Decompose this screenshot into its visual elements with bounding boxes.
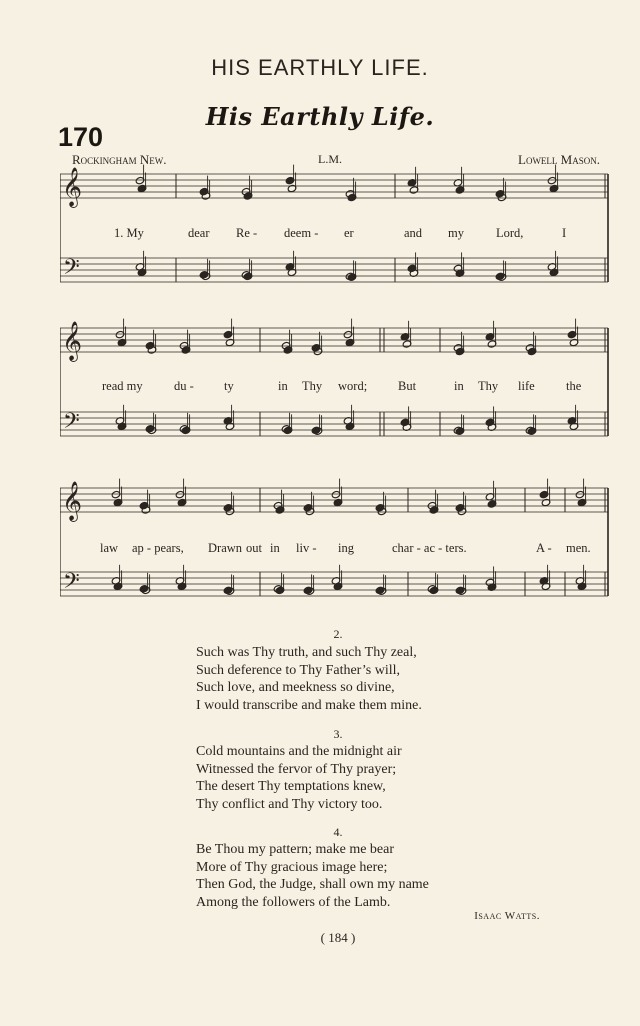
hymn-title: His Earthly Life. [205,102,435,131]
lyric-syllable: I [562,226,567,240]
lyric-syllable: my [448,226,464,240]
verse-line: Such love, and meekness so divine, [196,680,395,695]
lyric-syllable: life [518,379,535,393]
treble-clef: 𝄞 [62,481,83,521]
bass-clef: 𝄢 [63,569,80,599]
lyrics-line-1 [0,226,640,242]
lyric-syllable: out [246,541,262,555]
lyric-syllable: in [454,379,464,393]
lyric-syllable: A - [536,541,552,555]
lyric-syllable: liv - [296,541,317,555]
lyric-syllable: Drawn [208,541,243,555]
verse [196,644,422,714]
lyric-syllable: du - [174,379,194,393]
lyric-syllable: in [278,379,288,393]
meter: L.M. [318,152,342,166]
verse-line: The desert Thy temptations knew, [196,779,386,794]
lyric-syllable: But [398,379,417,393]
running-head: HIS EARTHLY LIFE. [211,55,429,80]
verse-line: Be Thou my pattern; make me bear [196,842,395,857]
verse [196,841,429,911]
lyrics-line-3 [0,541,640,557]
treble-clef: 𝄞 [62,167,83,207]
lyric-syllable: read my [102,379,143,393]
lyric-syllable: law [100,541,119,555]
lyric-syllable: and [404,226,423,240]
lyric-syllable: dear [188,226,210,240]
lyric-syllable: deem - [284,226,319,240]
verse-line: Witnessed the fervor of Thy prayer; [196,761,397,777]
lyric-syllable: er [344,226,354,240]
lyric-syllable: word; [338,379,368,393]
lyric-syllable: Thy [302,379,323,393]
lyric-syllable: Thy [478,379,499,393]
verse-line: Cold mountains and the midnight air [196,744,402,759]
page-number: ( 184 ) [320,930,356,945]
lyric-syllable: the [566,379,582,393]
author: Isaac Watts. [474,910,540,922]
lyric-syllable: Re - [236,226,258,240]
verse-line: Such was Thy truth, and such Thy zeal, [196,645,417,660]
verse-number: 4. [333,825,343,839]
composer: Lowell Mason. [518,152,600,167]
treble-clef: 𝄞 [62,321,83,361]
lyric-syllable: ap - pears, [132,541,184,555]
bass-clef: 𝄢 [63,409,80,439]
verse-line: Such deference to Thy Father’s will, [196,662,400,678]
lyric-syllable: char - ac - ters. [392,541,467,555]
verse-number: 2. [333,627,343,641]
verse-line: Then God, the Judge, shall own my name [196,877,429,892]
lyric-syllable: ty [224,379,234,393]
verse-line: More of Thy gracious image here; [196,859,388,875]
hymn-number: 170 [58,122,104,152]
verse-line: Among the followers of the Lamb. [196,894,391,910]
verse-number: 3. [333,727,343,741]
lyric-syllable: men. [566,541,591,555]
lyric-syllable: in [270,541,280,555]
lyrics-line-2 [0,379,640,395]
lyric-syllable: Lord, [496,226,524,240]
verse-line: Thy conflict and Thy victory too. [196,796,383,812]
tune-name: Rockingham New. [72,152,167,167]
lyric-syllable: ing [338,541,354,555]
lyric-syllable: 1. My [114,226,144,240]
verse-line: I would transcribe and make them mine. [196,697,422,713]
verse [196,743,402,813]
bass-clef: 𝄢 [63,255,80,285]
